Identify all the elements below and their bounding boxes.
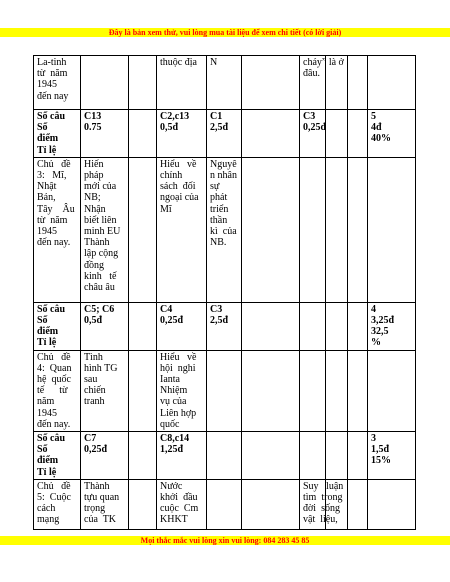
- cell-text-line: n nhân: [210, 170, 237, 182]
- cell-text-line: điểm: [37, 326, 59, 338]
- cell-text-line: cách: [37, 503, 56, 515]
- table-cell-c2: [129, 350, 157, 431]
- cell-text-line: C3: [210, 303, 223, 315]
- cell-text-line: Số câu: [37, 303, 66, 315]
- table-cell-c4: [207, 479, 242, 529]
- cell-text-line: Chủ đề: [37, 480, 71, 492]
- cell-text-line: 3: Mĩ,: [37, 170, 67, 182]
- table-cell-c5: [242, 157, 300, 302]
- cell-text-line: mới của: [84, 181, 117, 193]
- table-cell-c5: [242, 350, 300, 431]
- cell-text-line: 3: [371, 433, 376, 445]
- cell-text-line: 1,5đ: [371, 444, 390, 456]
- cell-text-line: khởi đầu: [160, 492, 198, 504]
- cell-text-line: đâu.: [303, 68, 320, 80]
- cell-text-line: quốc: [160, 418, 180, 430]
- table-cell-total: [368, 56, 416, 110]
- cell-text-line: 4đ: [371, 122, 382, 134]
- table-cell-c1: [81, 302, 129, 350]
- cell-text-line: thuộc địa: [160, 57, 197, 68]
- cell-text-line: 2,5đ: [210, 315, 229, 327]
- table-cell-c3: [157, 157, 207, 302]
- table-cell-c5: [242, 110, 300, 158]
- cell-text-line: Chủ đề: [37, 351, 71, 363]
- table-cell-x1: [326, 110, 348, 158]
- table-cell-topic: [34, 302, 81, 350]
- cell-text-line: 0.75: [84, 122, 102, 134]
- cell-text-line: Chủ đề: [37, 158, 71, 170]
- cell-text-line: Hiểu về: [160, 351, 197, 363]
- cell-text-line: Tình: [84, 351, 103, 363]
- summary-row: [34, 432, 416, 480]
- cell-text-line: sách đối: [160, 181, 196, 193]
- cell-text-line: Tỉ lệ: [37, 144, 57, 156]
- cell-text-line: Số câu: [37, 433, 66, 445]
- cell-text-line: Tỉ lệ: [37, 337, 57, 349]
- cell-text-line: sự: [210, 181, 220, 193]
- cell-text-line: N: [210, 57, 218, 68]
- cell-text-line: đến nay.: [37, 418, 71, 430]
- cell-text-line: La-tinh: [37, 57, 67, 68]
- table-cell-x2: [348, 302, 368, 350]
- cell-text-line: của TK: [84, 514, 117, 526]
- header-banner: Đây là bản xem thử, vui lòng mua tài liệu để xem chi tiết (có lời giải): [0, 28, 450, 37]
- cell-text-line: tìm trong: [303, 492, 343, 504]
- cell-text-line: Tỉ lệ: [37, 466, 57, 478]
- table-cell-c6: [300, 432, 326, 480]
- table-cell-c1: [81, 157, 129, 302]
- table-cell-c2: [129, 302, 157, 350]
- topic-row: [34, 479, 416, 529]
- cell-text-line: mạng: [37, 514, 60, 526]
- table-cell-total: [368, 432, 416, 480]
- table-cell-c6: [300, 157, 326, 302]
- cell-text-line: Nguyê: [210, 158, 237, 170]
- cell-text-line: C5; C6: [84, 303, 115, 315]
- cell-text-line: từ năm: [37, 214, 68, 226]
- cell-text-line: Thành: [84, 480, 110, 492]
- table-cell-total: [368, 302, 416, 350]
- cell-text-line: 15%: [371, 455, 391, 467]
- cell-text-line: phát: [210, 192, 228, 204]
- table-cell-x1: [326, 157, 348, 302]
- cell-text-line: 3,25đ: [371, 315, 395, 327]
- table-cell-c4: [207, 350, 242, 431]
- cell-text-line: Số câu: [37, 111, 66, 122]
- cell-text-line: triển: [210, 203, 229, 215]
- table-cell-x2: [348, 157, 368, 302]
- table-cell-c2: [129, 110, 157, 158]
- cell-text-line: Tây Âu: [37, 203, 75, 215]
- cell-text-line: Hiểu về: [160, 158, 197, 170]
- cell-text-line: Nhận: [84, 203, 106, 215]
- cell-text-line: C13: [84, 111, 102, 122]
- table-cell-c4: [207, 157, 242, 302]
- table-cell-c3: [157, 350, 207, 431]
- cell-text-line: tựu quan: [84, 492, 120, 504]
- cell-text-line: năm: [37, 396, 55, 408]
- table-cell-c2: [129, 479, 157, 529]
- topic-row: [34, 157, 416, 302]
- table-cell-total: [368, 110, 416, 158]
- cell-text-line: 0,25đ: [160, 315, 184, 327]
- cell-text-line: biết liên: [84, 214, 117, 226]
- table-cell-topic: [34, 110, 81, 158]
- cell-text-line: NB.: [210, 237, 227, 249]
- cell-text-line: NB;: [84, 192, 101, 204]
- cell-text-line: đồng: [84, 259, 104, 271]
- cell-text-line: cuộc Cm: [160, 503, 199, 515]
- cell-text-line: C8,c14: [160, 433, 190, 445]
- cell-text-line: sau: [84, 374, 98, 386]
- cell-text-line: 4: [371, 303, 376, 315]
- topic-row: [34, 350, 416, 431]
- cell-text-line: 32,5: [371, 326, 389, 338]
- table-cell-c4: [207, 302, 242, 350]
- cell-text-line: Số: [37, 444, 48, 456]
- cell-text-line: đến nay.: [37, 237, 71, 249]
- table-cell-c3: [157, 432, 207, 480]
- table-cell-x1: [326, 302, 348, 350]
- footer-banner: Mọi thắc mắc vui lòng xin vui lòng: 084 283 45 85: [0, 536, 450, 545]
- cell-text-line: 4: Quan: [37, 362, 72, 374]
- table-cell-c3: [157, 56, 207, 110]
- cell-text-line: tế từ: [37, 385, 68, 397]
- table-cell-x2: [348, 56, 368, 110]
- table-cell-c6: [300, 479, 344, 529]
- cell-text-line: 0,5đ: [160, 122, 179, 134]
- table-cell-c4: [207, 110, 242, 158]
- table-cell-topic: [34, 56, 81, 110]
- cell-text-line: vụ của: [160, 396, 187, 408]
- topic-row: [34, 56, 416, 110]
- cell-text-line: 0,5đ: [84, 315, 103, 327]
- table-cell-c6: [300, 302, 326, 350]
- cell-text-line: tranh: [84, 396, 105, 408]
- table-cell-c2: [129, 56, 157, 110]
- table-cell-c5: [242, 479, 300, 529]
- table-body: [34, 56, 416, 530]
- cell-text-line: chiến: [84, 385, 106, 397]
- table-cell-c5: [242, 56, 300, 110]
- cell-text-line: kì của: [210, 226, 237, 238]
- table-cell-topic: [34, 350, 81, 431]
- cell-text-line: 5: Cuộc: [37, 492, 71, 504]
- cell-text-line: đến nay: [37, 90, 69, 102]
- table-cell-topic: [34, 157, 81, 302]
- cell-text-line: 0,25đ: [84, 444, 108, 456]
- cell-text-line: minh EU: [84, 226, 121, 238]
- cell-text-line: lập cộng: [84, 248, 119, 260]
- table-cell-c5: [242, 302, 300, 350]
- cell-text-line: kinh tế: [84, 270, 117, 282]
- table-cell-c6: [300, 350, 326, 431]
- cell-text-line: Thành: [84, 237, 110, 249]
- cell-text-line: đời sống: [303, 503, 340, 515]
- table-cell-c4: [207, 56, 242, 110]
- cell-text-line: Bản,: [37, 192, 56, 204]
- cell-text-line: hội nghi: [160, 362, 196, 374]
- table-cell-c3: [157, 110, 207, 158]
- table-cell-total: [368, 157, 416, 302]
- table-cell-x1: [326, 432, 348, 480]
- cell-text-line: Suy luận: [303, 480, 344, 492]
- cell-text-line: cháy” là ở: [303, 57, 344, 68]
- cell-text-line: điểm: [37, 133, 59, 145]
- table-cell-c3: [157, 479, 207, 529]
- table-cell-total: [368, 350, 416, 431]
- table-cell-x2: [348, 350, 368, 431]
- cell-text-line: 1945: [37, 79, 57, 91]
- cell-text-line: trọng: [84, 503, 106, 515]
- cell-text-line: C7: [84, 433, 97, 445]
- cell-text-line: %: [371, 337, 381, 349]
- cell-text-line: vật liệu,: [303, 514, 338, 526]
- cell-text-line: Số: [37, 315, 48, 327]
- table-cell-topic: [34, 432, 81, 480]
- matrix-table: [33, 55, 416, 530]
- cell-text-line: từ năm: [37, 68, 68, 80]
- cell-text-line: ngoại của: [160, 192, 199, 204]
- table-cell-total: [368, 479, 416, 529]
- cell-text-line: C1: [210, 111, 223, 122]
- cell-text-line: KHKT: [160, 514, 188, 526]
- cell-text-line: điểm: [37, 455, 59, 467]
- cell-text-line: 40%: [371, 133, 391, 145]
- cell-text-line: Nước: [160, 480, 183, 492]
- table-cell-c1: [81, 110, 129, 158]
- cell-text-line: 1,25đ: [160, 444, 184, 456]
- cell-text-line: hệ quốc: [37, 374, 71, 386]
- table-cell-topic: [34, 479, 81, 529]
- summary-row: [34, 302, 416, 350]
- cell-text-line: thần: [210, 214, 228, 226]
- cell-text-line: Nhiệm: [160, 385, 188, 397]
- cell-text-line: Số: [37, 122, 48, 134]
- table-cell-x2: [348, 110, 368, 158]
- cell-text-line: 5: [371, 111, 376, 122]
- table-cell-c1: [81, 350, 129, 431]
- cell-text-line: Ianta: [160, 374, 180, 386]
- cell-text-line: 1945: [37, 226, 57, 238]
- cell-text-line: C2,c13: [160, 111, 190, 122]
- cell-text-line: châu âu: [84, 282, 115, 294]
- cell-text-line: chính: [160, 170, 183, 182]
- table-cell-c6: [300, 56, 344, 110]
- cell-text-line: pháp: [84, 170, 104, 182]
- table-cell-c2: [129, 432, 157, 480]
- cell-text-line: 1945: [37, 407, 57, 419]
- cell-text-line: Hiến: [84, 158, 104, 170]
- cell-text-line: 0,25đ: [303, 122, 327, 134]
- cell-text-line: Nhật: [37, 181, 57, 193]
- table-cell-c1: [81, 56, 129, 110]
- table-cell-c1: [81, 479, 129, 529]
- cell-text-line: C4: [160, 303, 173, 315]
- table-cell-c2: [129, 157, 157, 302]
- cell-text-line: 2,5đ: [210, 122, 229, 134]
- cell-text-line: hình TG: [84, 362, 118, 374]
- table-cell-x2: [348, 432, 368, 480]
- table-cell-c1: [81, 432, 129, 480]
- table-cell-c6: [300, 110, 326, 158]
- cell-text-line: Liên hợp: [160, 407, 197, 419]
- table-cell-c4: [207, 432, 242, 480]
- cell-text-line: Mĩ: [160, 203, 172, 215]
- table-cell-c5: [242, 432, 300, 480]
- table-cell-x1: [326, 350, 348, 431]
- summary-row: [34, 110, 416, 158]
- table-cell-x2: [348, 479, 368, 529]
- cell-text-line: C3: [303, 111, 316, 122]
- table-cell-c3: [157, 302, 207, 350]
